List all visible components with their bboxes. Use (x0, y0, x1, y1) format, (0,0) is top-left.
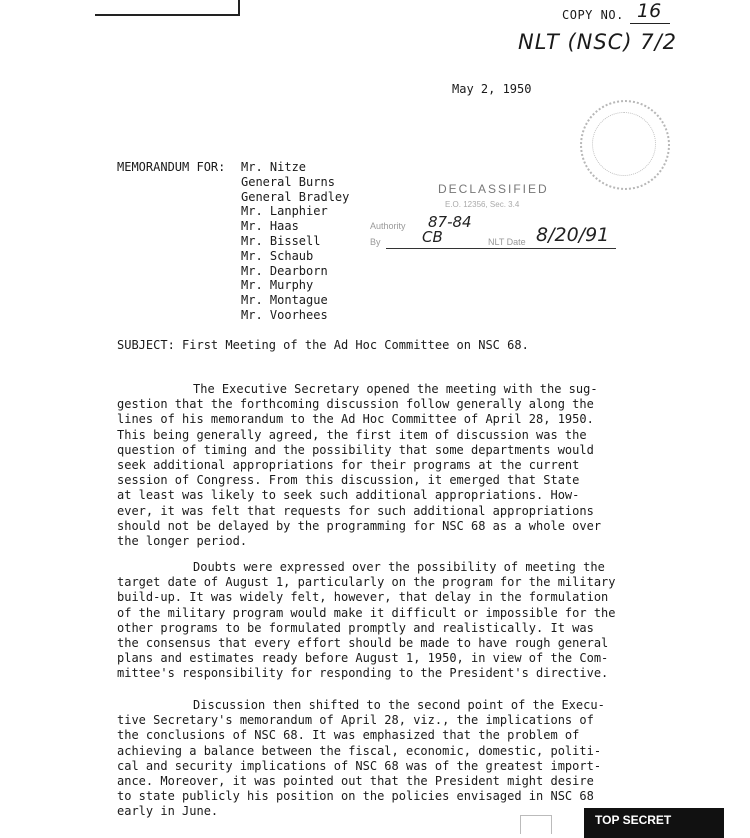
declassified-eo-line: E.O. 12356, Sec. 3.4 (445, 200, 520, 209)
recipient: Mr. Nitze (241, 160, 307, 174)
recipient: General Burns (241, 174, 335, 189)
paragraph-line: session of Congress. From this discussion, it emerged that State (117, 473, 580, 488)
recipient: Mr. Dearborn (241, 263, 328, 278)
body-paragraph (117, 382, 647, 549)
paragraph-line: cal and security implications of NSC 68 was of the greatest import- (117, 758, 602, 773)
nlt-date-label: NLT Date (488, 237, 526, 247)
paragraph-line: This being generally agreed, the first item of discussion was the (117, 427, 587, 442)
copy-number-underline (630, 23, 670, 24)
paragraph-line: of the military program would make it difficult or impossible for the (117, 605, 616, 620)
paragraph-line: early in June. (117, 804, 219, 819)
top-border-tick (238, 0, 240, 16)
body-paragraph (117, 698, 647, 820)
recipient: General Bradley (241, 189, 350, 204)
recipient: Mr. Montague (241, 293, 328, 308)
recipient: Mr. Schaub (241, 248, 314, 263)
memorandum-for-label: MEMORANDUM FOR: (117, 160, 226, 174)
paragraph-line: plans and estimates ready before August 1, 1950, in view of the Com- (117, 651, 609, 666)
declassification-stamp (370, 180, 630, 250)
copy-number-label: COPY NO. (562, 8, 624, 22)
copy-number-handwritten: 16 (637, 0, 662, 22)
paragraph-line: Discussion then shifted to the second point of the Execu- (193, 698, 605, 712)
authority-value: 87-84 (428, 213, 472, 231)
signature-line (386, 248, 616, 249)
by-label: By (370, 237, 381, 247)
classification-stamp: TOP SECRET (584, 808, 724, 838)
paragraph-line: build-up. It was widely felt, however, that delay in the formulation (117, 590, 609, 605)
paragraph-line: at least was likely to seek such additional appropriations. How- (117, 488, 580, 503)
paragraph-line: seek additional appropriations for their programs at the current (117, 458, 580, 473)
paragraph-line: should not be delayed by the programming for NSC 68 as a whole over (117, 518, 602, 533)
paragraph-line: gestion that the forthcoming discussion follow generally along the (117, 397, 594, 412)
paragraph-line: The Executive Secretary opened the meeting with the sug- (193, 382, 598, 396)
body-paragraph (117, 560, 647, 682)
top-border-line (95, 14, 240, 16)
paragraph-line: ance. Moreover, it was pointed out that the President might desire (117, 774, 594, 789)
paragraph-line: target date of August 1, particularly on the program for the military (117, 575, 616, 590)
seal-stamp-inner (592, 112, 656, 176)
paragraph-line: mittee's responsibility for responding to the President's directive. (117, 666, 609, 681)
paragraph-line: question of timing and the possibility that some departments would (117, 442, 594, 457)
memo-date: May 2, 1950 (452, 82, 532, 96)
paragraph-line: the consensus that every effort should be made to have rough general (117, 636, 609, 651)
paragraph-line: other programs to be formulated promptly and realistically. It was (117, 620, 594, 635)
declassified-title: DECLASSIFIED (438, 182, 549, 196)
recipient: Mr. Murphy (241, 278, 314, 293)
recipient: Mr. Haas (241, 219, 299, 234)
authority-label: Authority (370, 221, 406, 231)
paragraph-line: the conclusions of NSC 68. It was emphasized that the problem of (117, 728, 580, 743)
subject-line: SUBJECT: First Meeting of the Ad Hoc Committee on NSC 68. (117, 338, 529, 352)
handwritten-reference: NLT (NSC) 7/2 (518, 30, 678, 54)
declassification-date: 8/20/91 (536, 224, 610, 246)
paragraph-line: the longer period. (117, 534, 248, 549)
paragraph-line: ever, it was felt that requests for such additional appropriations (117, 503, 594, 518)
paragraph-line: tive Secretary's memorandum of April 28, viz., the implications of (117, 713, 594, 728)
paragraph-line: Doubts were expressed over the possibility of meeting the (193, 560, 605, 574)
by-initials: CB (422, 228, 443, 246)
paragraph-line: to state publicly his position on the policies envisaged in NSC 68 (117, 789, 594, 804)
page-corner-mark (520, 815, 552, 834)
paragraph-line: lines of his memorandum to the Ad Hoc Committee of April 28, 1950. (117, 412, 594, 427)
recipient: Mr. Voorhees (241, 307, 328, 322)
recipient-list (241, 160, 349, 323)
recipient: Mr. Lanphier (241, 204, 328, 219)
recipient: Mr. Bissell (241, 233, 321, 248)
paragraph-line: achieving a balance between the fiscal, economic, domestic, politi- (117, 743, 602, 758)
